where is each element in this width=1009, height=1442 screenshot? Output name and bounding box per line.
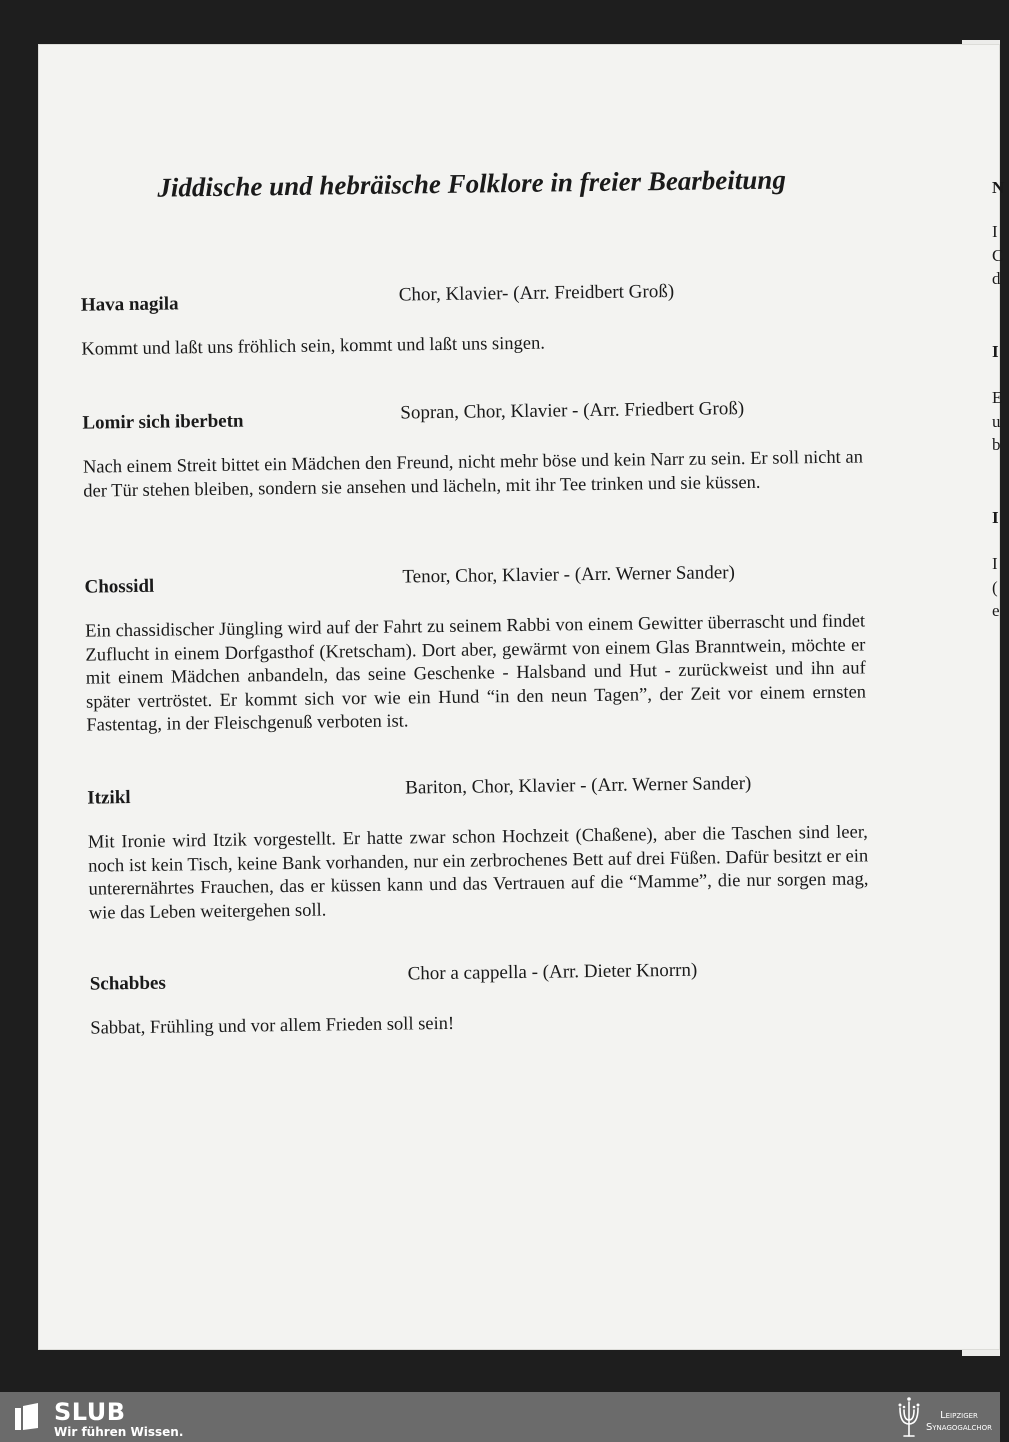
song-credits: Chor, Klavier- (Arr. Freidbert Groß) <box>398 280 675 306</box>
edge-fragment: d <box>992 269 1001 288</box>
next-page-text-fragments <box>992 170 1005 650</box>
choir-name-line1: Leipziger <box>940 1410 978 1421</box>
edge-fragment: C <box>992 246 1004 265</box>
edge-fragment: I <box>992 342 999 361</box>
edge-fragment: u <box>992 412 1001 431</box>
song-itzikl <box>87 772 877 924</box>
edge-fragment: I <box>992 222 998 241</box>
edge-fragment: I <box>992 508 999 527</box>
song-schabbes <box>89 959 880 1039</box>
choir-name-line2: Synagogalchor <box>925 1422 993 1433</box>
edge-fragment: E <box>992 388 1003 407</box>
song-title: Chossidl <box>84 575 155 598</box>
song-credits: Sopran, Chor, Klavier - (Arr. Friedbert Groß) <box>400 398 745 424</box>
edge-fragment: e <box>992 601 1000 620</box>
edge-fragment: N <box>992 178 1005 197</box>
choir-logo-text <box>924 1410 994 1434</box>
page-content <box>30 38 1009 1356</box>
document-title: Jiddische und hebräische Folklore in freier Bearbeitung <box>157 164 787 203</box>
song-description: Kommt und laßt uns fröhlich sein, kommt und laßt uns singen. <box>81 333 546 360</box>
song-description: Sabbat, Frühling und vor allem Frieden soll sein! <box>90 1013 455 1039</box>
edge-fragment: I <box>992 554 998 573</box>
song-title: Hava nagila <box>80 293 179 316</box>
slub-book-icon[interactable] <box>14 1402 40 1432</box>
slub-slogan: Wir führen Wissen. <box>54 1425 184 1439</box>
song-credits: Bariton, Chor, Klavier - (Arr. Werner Sander) <box>405 772 752 799</box>
edge-fragment: b <box>992 435 1001 454</box>
song-credits: Tenor, Chor, Klavier - (Arr. Werner Sander) <box>402 562 735 588</box>
song-description: Mit Ironie wird Itzik vorgestellt. Er hatte zwar schon Hochzeit (Chaßene), aber die Taschen sind leer, noch ist kein Tisch, keine Bank vorhanden, nur ein zerbrochenes Bett auf drei Füßen. Dafür besitzt er ein unterernährtes Frauchen, das er küssen kann und das Vertrauen auf die “Mamme”, die nur sorgen mag, wie das Leben weitergehen soll. <box>87 822 869 924</box>
song-title: Itzikl <box>87 787 131 809</box>
document-page <box>38 44 1003 1350</box>
song-description: Nach einem Streit bittet ein Mädchen den Freund, nicht mehr böse und kein Narr zu sein. Er soll nicht an der Tür stehen bleiben, sondern sie ansehen und lächeln, mit ihr Tee trinken und sie küssen. <box>82 447 864 502</box>
footer-bar <box>0 1392 1000 1442</box>
song-credits: Chor a cappella - (Arr. Dieter Knorrn) <box>407 959 698 985</box>
song-title: Lomir sich iberbetn <box>82 410 244 434</box>
song-title: Schabbes <box>89 972 166 995</box>
slub-logo-text[interactable]: SLUB <box>54 1398 126 1426</box>
song-lomir-sich-iberbetn <box>82 398 872 502</box>
menorah-icon <box>896 1396 922 1438</box>
song-description: Ein chassidischer Jüngling wird auf der Fahrt zu seinem Rabbi von einem Gewitter überrascht und findet Zuflucht in einem Dorfgasthof (Kretscham). Dort aber, gewärmt von einem Glas Branntwein, möchte er mit einem Mädchen anbandeln, das seine Geschenke - Halsband und Hut - zurückweist und ihn auf später vertröstet. Er kommt sich vor wie ein Hund “in den neun Tagen”, der Zeit vor einem ernsten Fastentag, in der Fleischgenuß verboten ist. <box>85 611 867 736</box>
song-hava-nagila <box>80 280 871 360</box>
edge-fragment: ( <box>992 578 998 597</box>
song-chossidl <box>84 562 874 736</box>
